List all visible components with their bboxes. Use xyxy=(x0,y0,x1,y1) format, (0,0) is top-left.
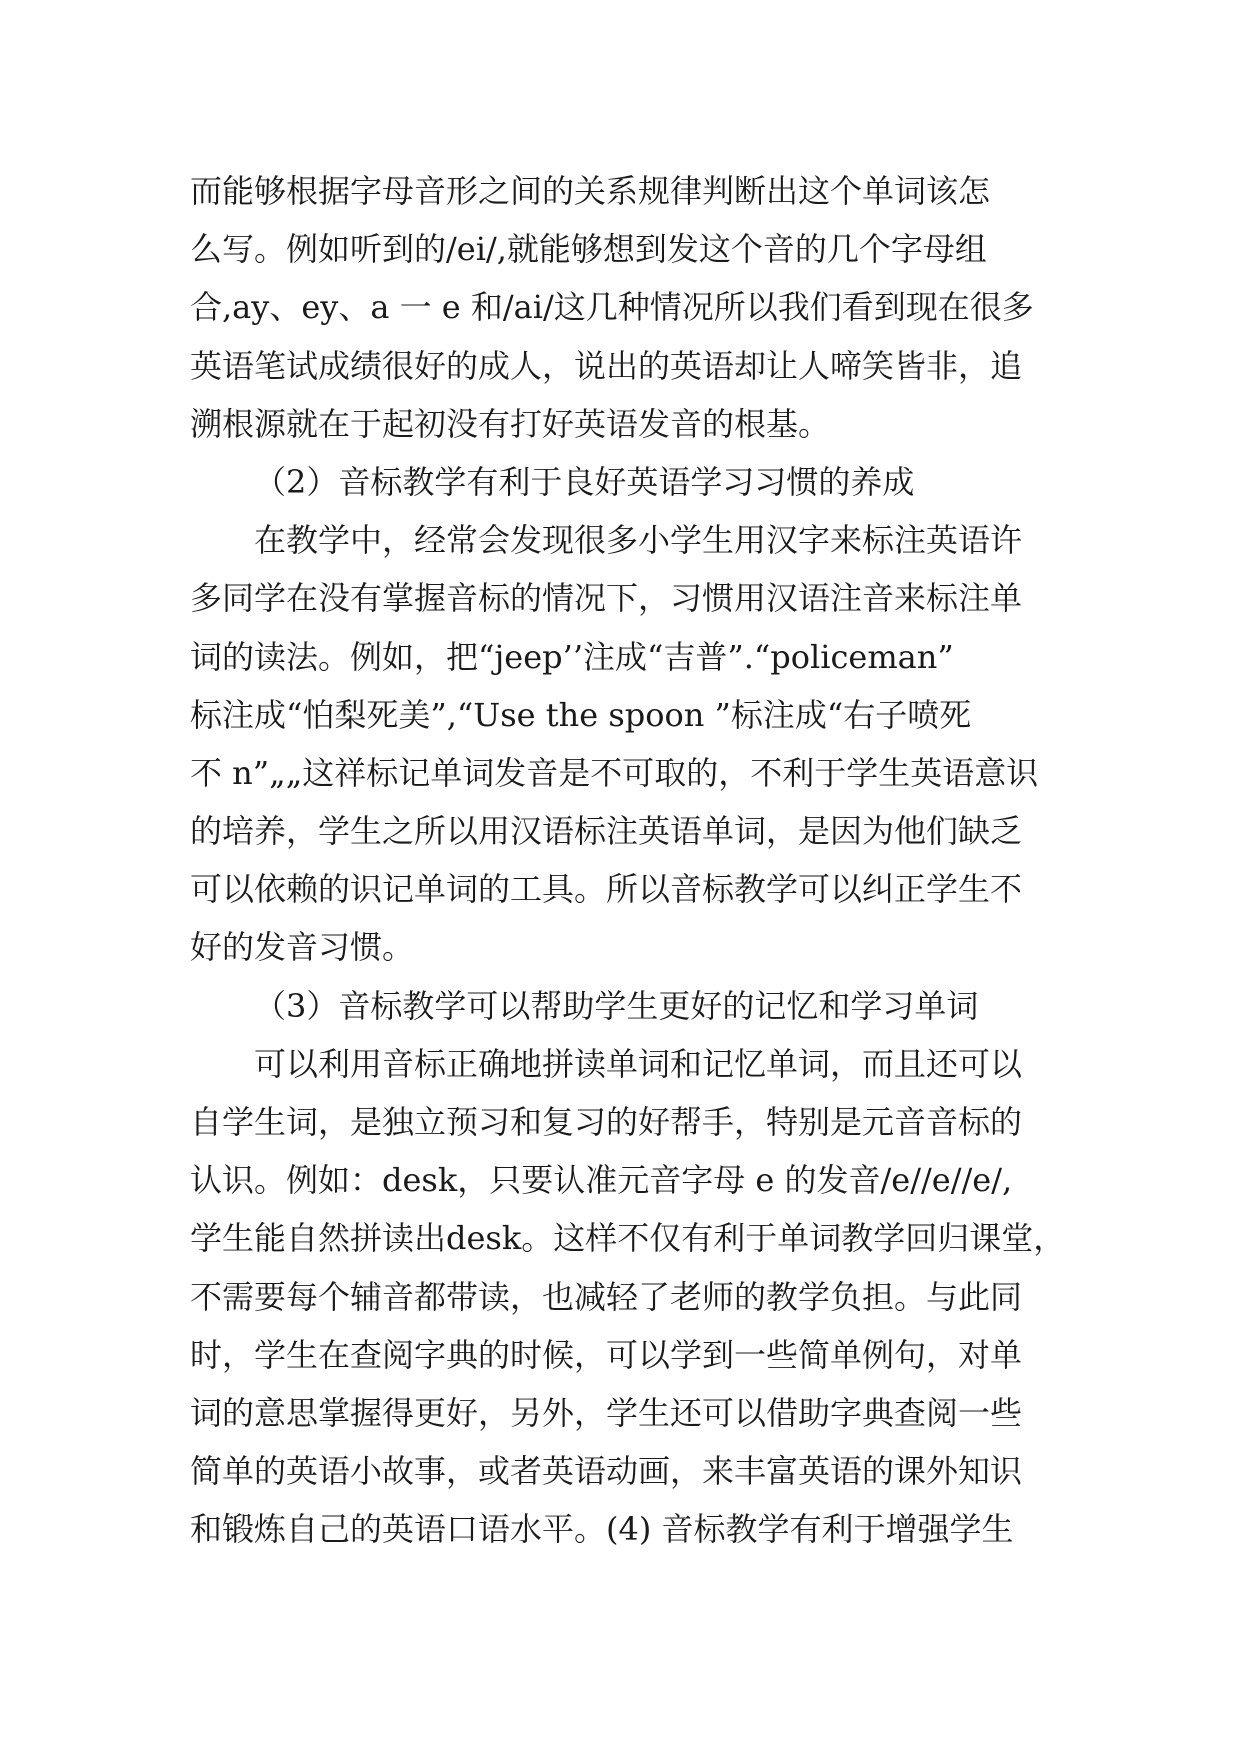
text-line: 不需要每个辅音都带读，也减轻了老师的教学负担。与此同 xyxy=(190,1277,1023,1316)
text-line: 么写。例如听到的/ei/,就能够想到发这个音的几个字母组 xyxy=(190,230,987,269)
text-line: 自学生词，是独立预习和复习的好帮手，特别是元音音标的 xyxy=(190,1103,1023,1141)
text-line: 多同学在没有掌握音标的情况下，习惯用汉语注音来标注单 xyxy=(190,579,1023,618)
section-heading-2: （2）音标教学有利于良好英语学习习惯的养成 xyxy=(254,462,915,501)
text-line: 溯根源就在于起初没有打好英语发音的根基。 xyxy=(190,404,831,443)
text-line: 合,ay、ey、a 一 e 和/ai/这几种情况所以我们看到现在很多 xyxy=(190,288,1034,327)
text-line: 好的发音习惯。 xyxy=(190,928,415,967)
text-line: 英语笔试成绩很好的成人，说出的英语却让人啼笑皆非，追 xyxy=(190,346,1023,385)
text-line: 词的意思掌握得更好，另外，学生还可以借助字典查阅一些 xyxy=(190,1393,1023,1432)
paragraph-start: 在教学中，经常会发现很多小学生用汉字来标注英语许 xyxy=(254,521,1023,560)
text-line: 时，学生在查阅字典的时候，可以学到一些简单例句，对单 xyxy=(190,1335,1023,1374)
text-line: 标注成“怕梨死美”,“Use the spoon ”标注成“右子喷死 xyxy=(190,695,972,734)
text-line: 的培养，学生之所以用汉语标注英语单词，是因为他们缺乏 xyxy=(190,812,1023,851)
paragraph-start: 可以利用音标正确地拼读单词和记忆单词，而且还可以 xyxy=(254,1044,1023,1083)
section-heading-3: （3）音标教学可以帮助学生更好的记忆和学习单词 xyxy=(254,986,979,1025)
text-line: 简单的英语小故事，或者英语动画，来丰富英语的课外知识 xyxy=(190,1452,1023,1491)
text-line: 和锻炼自己的英语口语水平。(4) 音标教学有利于增强学生 xyxy=(190,1510,1014,1549)
text-line: 而能够根据字母音形之间的关系规律判断出这个单词该怎 xyxy=(190,172,991,210)
text-line: 词的读法。例如，把“jeep’’注成“吉普”.“policeman” xyxy=(190,637,954,676)
text-line: 不 n”„„这祥标记单词发音是不可取的，不利于学生英语意识 xyxy=(190,753,1039,792)
text-line: 学生能自然拼读出desk。这样不仅有利于单词教学回归课堂， xyxy=(190,1219,1066,1258)
body-text xyxy=(190,162,1066,1559)
text-line: 可以依赖的识记单词的工具。所以音标教学可以纠正学生不 xyxy=(190,870,1023,909)
text-line: 认识。例如：desk，只要认准元音字母 e 的发音/e//e//e/, xyxy=(190,1161,1013,1200)
